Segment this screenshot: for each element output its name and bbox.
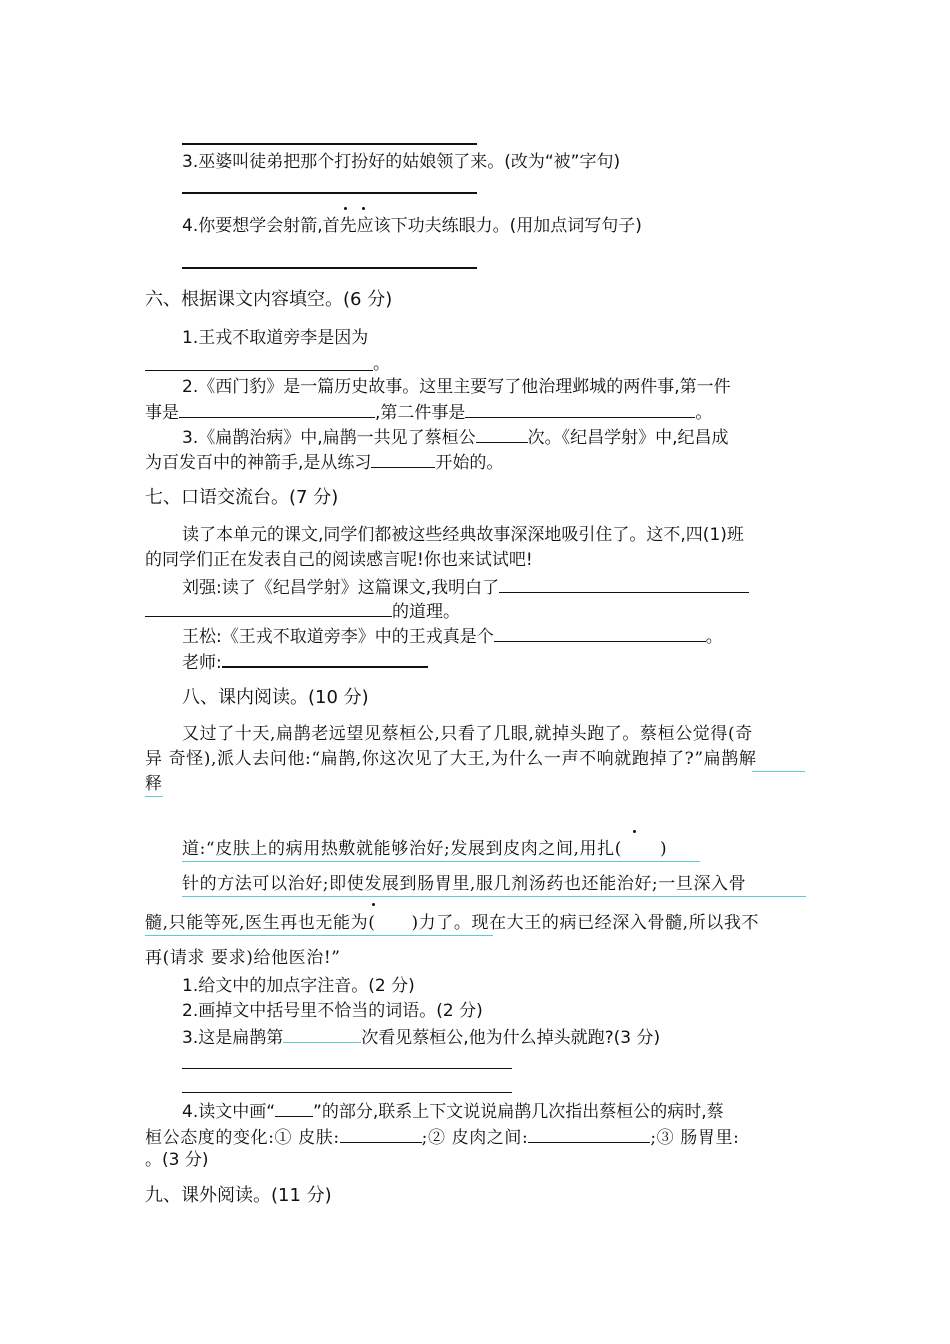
question-text: 。(3 分) [145, 1150, 209, 1170]
passage-line: 再(请求 要求)给他医治!” [145, 948, 341, 968]
question-text: 3.巫婆叫徒弟把那个打扮好的姑娘领了来。(改为“被”字句) [182, 152, 621, 172]
paragraph-line: 的同学们正在发表自己的阅读感言呢!你也来试试吧! [145, 550, 533, 570]
question-text: 1.给文中的加点字注音。(2 分) [182, 976, 415, 996]
emphasis-dot [633, 830, 636, 833]
passage-line: 释 [145, 774, 163, 794]
dialog-line [145, 598, 460, 624]
section-heading: 八、课内阅读。(10 分) [182, 687, 369, 708]
answer-blank[interactable] [179, 399, 375, 418]
text-segment: ;② 皮肉之间: [421, 1128, 529, 1148]
question-text [145, 449, 503, 475]
question-text [182, 1098, 724, 1124]
text-segment: 事是 [145, 403, 179, 423]
underline-mark [145, 796, 163, 797]
passage-line [182, 837, 667, 861]
text-segment: 老师: [182, 653, 222, 673]
answer-blank[interactable] [371, 449, 435, 468]
answer-line[interactable] [182, 267, 477, 269]
section-heading: 七、口语交流台。(7 分) [145, 487, 339, 508]
emphasis-dot [372, 903, 375, 906]
passage-line: 针的方法可以治好;即使发展到肠胃里,服几剂汤药也还能治好;一旦深入骨 [182, 874, 747, 894]
text-segment: ,第二件事是 [375, 403, 466, 423]
answer-line[interactable] [182, 1068, 512, 1069]
answer-blank[interactable] [499, 574, 749, 593]
question-text: 2.《西门豹》是一篇历史故事。这里主要写了他治理邺城的两件事,第一件 [182, 377, 731, 397]
answer-blank[interactable] [340, 1124, 422, 1143]
question-text: 2.画掉文中括号里不恰当的词语。(2 分) [182, 1001, 483, 1021]
text-segment: 3.《扁鹊治病》中,扁鹊一共见了蔡桓公 [182, 428, 476, 448]
question-text [182, 424, 729, 450]
text-segment: 开始的。 [435, 453, 504, 473]
text-segment: 3.这是扁鹊第 [182, 1028, 284, 1048]
answer-blank[interactable] [222, 648, 428, 668]
dialog-line [182, 648, 428, 675]
text-segment: ”的部分,联系上下文说说扁鹊几次指出蔡桓公的病时,蔡 [313, 1102, 724, 1122]
passage-line: 异 奇怪),派人去问他:“扁鹊,你这次见了大王,为什么一声不响就跑掉了?”扁鹊解 [145, 749, 757, 769]
dialog-line [182, 623, 723, 649]
section-heading: 九、课外阅读。(11 分) [145, 1185, 332, 1206]
answer-blank[interactable] [145, 598, 392, 617]
underline-mark [182, 861, 700, 862]
section-heading: 六、根据课文内容填空。(6 分) [145, 289, 393, 310]
punctuation: 。 [373, 354, 390, 374]
text-segment: 。 [705, 627, 723, 647]
answer-blank[interactable] [465, 399, 695, 418]
answer-blank[interactable] [494, 623, 706, 642]
passage-line: 又过了十天,扁鹊老远望见蔡桓公,只看了几眼,就掉头跑了。蔡桓公觉得(奇 [182, 724, 753, 744]
text-segment: 道:“皮肤上的病用热敷就能够治好;发展到皮肉之间,用扎( [182, 839, 622, 859]
text-segment: 次。《纪昌学射》中,纪昌成 [527, 428, 729, 448]
passage-line [145, 911, 759, 935]
dialog-line [182, 574, 749, 600]
text-segment: 髓,只能等死,医生再也无能为( [145, 913, 376, 933]
answer-line[interactable] [182, 1092, 512, 1093]
question-text [182, 1024, 660, 1050]
underline-mark [752, 771, 805, 772]
answer-line[interactable] [182, 143, 477, 145]
underline-sample [275, 1098, 313, 1117]
paragraph-line: 读了本单元的课文,同学们都被这些经典故事深深地吸引住了。这不,四(1)班 [182, 525, 744, 545]
text-segment: 为百发百中的神箭手,是从练习 [145, 453, 372, 473]
text-segment: 刘强:读了《纪昌学射》这篇课文,我明白了 [182, 578, 500, 598]
answer-line[interactable] [182, 192, 477, 194]
answer-blank[interactable] [476, 424, 528, 443]
text-segment: 的道理。 [392, 602, 460, 622]
question-text: 1.王戎不取道旁李是因为 [182, 328, 369, 348]
text-segment: 4.读文中画“ [182, 1102, 276, 1122]
question-text [145, 399, 712, 425]
answer-blank[interactable] [528, 1124, 650, 1143]
emphasis-dot [362, 207, 365, 210]
text-segment: 。 [695, 403, 713, 423]
text-segment: 桓公态度的变化:① 皮肤: [145, 1128, 340, 1148]
answer-line[interactable] [145, 370, 373, 371]
answer-blank[interactable] [283, 1024, 361, 1043]
text-segment: ) [659, 839, 668, 859]
question-text [145, 1124, 739, 1150]
text-segment: 次看见蔡桓公,他为什么掉头就跑?(3 分) [361, 1028, 661, 1048]
text-segment: )力了。现在大王的病已经深入骨髓,所以我不 [411, 913, 760, 933]
emphasis-dot [344, 207, 347, 210]
underline-mark [182, 896, 806, 897]
text-segment: 王松:《王戎不取道旁李》中的王戎真是个 [182, 627, 494, 647]
text-segment: ;③ 肠胃里: [650, 1128, 740, 1148]
underline-mark [145, 935, 493, 936]
question-text: 4.你要想学会射箭,首先应该下功夫练眼力。(用加点词写句子) [182, 216, 642, 236]
